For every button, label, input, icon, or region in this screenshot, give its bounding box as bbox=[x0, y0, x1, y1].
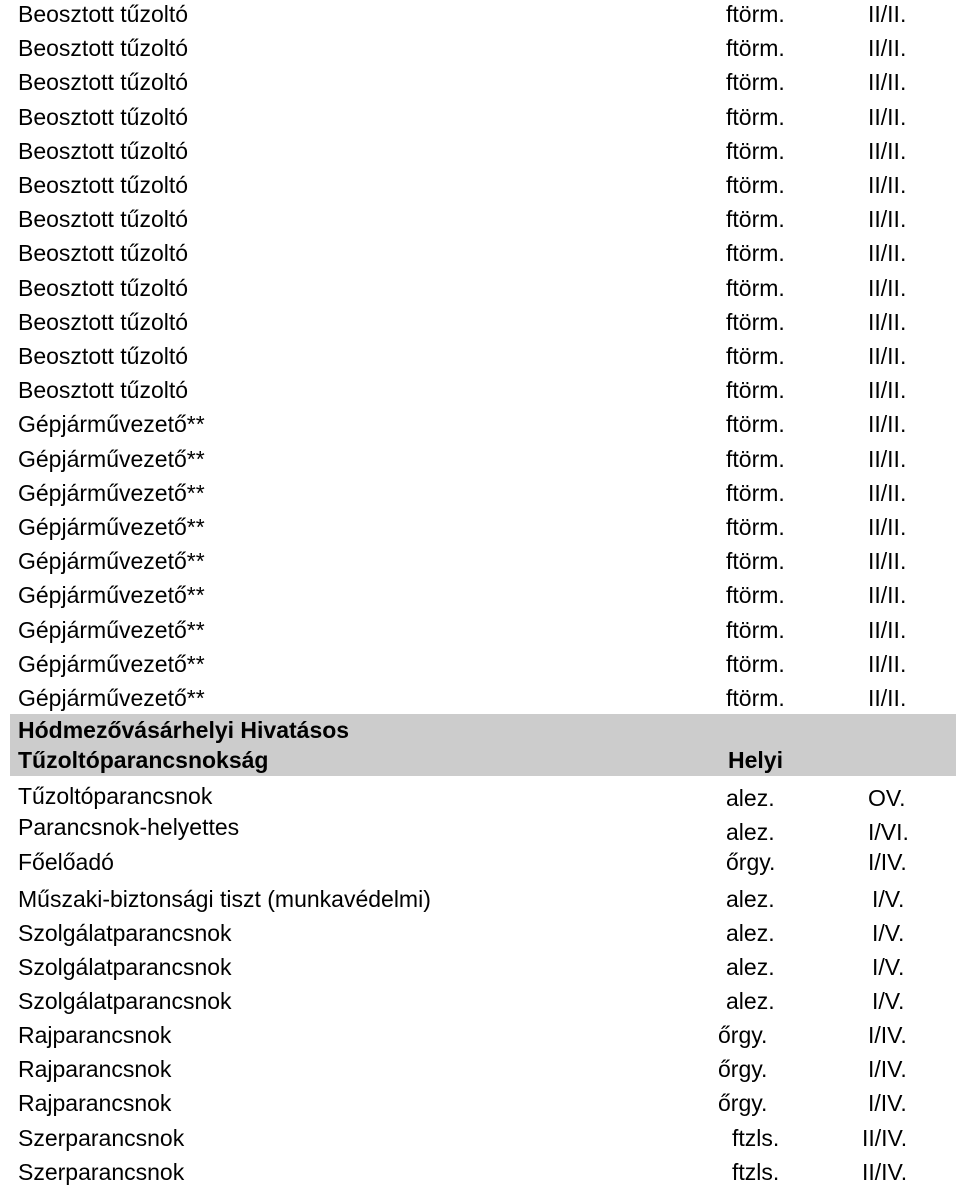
position-cell: Szolgálatparancsnok bbox=[18, 920, 232, 946]
table-row bbox=[0, 1018, 960, 1052]
grade-cell: II/II. bbox=[868, 514, 907, 540]
rank-cell: ftörm. bbox=[726, 514, 785, 540]
position-cell: Beosztott tűzoltó bbox=[18, 1, 189, 27]
position-cell: Gépjárművezető** bbox=[18, 411, 205, 437]
table-row bbox=[0, 134, 960, 168]
section-title-line2: Tűzoltóparancsnokság bbox=[18, 747, 269, 773]
grade-cell: II/II. bbox=[868, 582, 907, 608]
grade-cell: II/II. bbox=[868, 651, 907, 677]
grade-cell: II/II. bbox=[868, 446, 907, 472]
position-cell: Rajparancsnok bbox=[18, 1056, 172, 1082]
rank-cell: ftörm. bbox=[726, 377, 785, 403]
table-row bbox=[0, 578, 960, 612]
grade-cell: II/II. bbox=[868, 104, 907, 130]
table-row bbox=[0, 236, 960, 270]
table-row bbox=[0, 916, 960, 950]
grade-cell: I/IV. bbox=[868, 1022, 907, 1048]
position-cell: Beosztott tűzoltó bbox=[18, 240, 189, 266]
table-row bbox=[0, 373, 960, 407]
table-row bbox=[0, 476, 960, 510]
table-row bbox=[0, 168, 960, 202]
grade-cell: I/VI. bbox=[868, 819, 909, 845]
position-cell: Gépjárművezető** bbox=[18, 651, 205, 677]
position-cell: Rajparancsnok bbox=[18, 1090, 172, 1116]
rank-cell: ftörm. bbox=[726, 480, 785, 506]
section-title-line1: Hódmezővásárhelyi Hivatásos bbox=[18, 717, 350, 743]
grade-cell: II/II. bbox=[868, 138, 907, 164]
grade-cell: II/II. bbox=[868, 617, 907, 643]
rank-cell: alez. bbox=[726, 954, 775, 980]
table-row bbox=[0, 65, 960, 99]
rank-cell: ftörm. bbox=[726, 104, 785, 130]
rank-cell: őrgy. bbox=[718, 1056, 768, 1082]
grade-cell: II/II. bbox=[868, 69, 907, 95]
table-row bbox=[0, 1086, 960, 1120]
position-cell: Szerparancsnok bbox=[18, 1125, 185, 1151]
grade-cell: I/IV. bbox=[868, 1056, 907, 1082]
rank-cell: ftörm. bbox=[726, 548, 785, 574]
table-row bbox=[0, 882, 960, 916]
rank-cell: ftörm. bbox=[726, 1, 785, 27]
position-cell: Beosztott tűzoltó bbox=[18, 35, 189, 61]
rank-cell: ftörm. bbox=[726, 446, 785, 472]
table-row bbox=[0, 779, 960, 813]
table-row bbox=[0, 305, 960, 339]
position-cell: Gépjárművezető** bbox=[18, 582, 205, 608]
position-cell: Beosztott tűzoltó bbox=[18, 104, 189, 130]
position-cell: Rajparancsnok bbox=[18, 1022, 172, 1048]
grade-cell: II/IV. bbox=[862, 1159, 908, 1185]
table-row bbox=[0, 407, 960, 441]
position-cell: Gépjárművezető** bbox=[18, 617, 205, 643]
table-row bbox=[0, 544, 960, 578]
table-row bbox=[0, 613, 960, 647]
position-cell: Szolgálatparancsnok bbox=[18, 954, 232, 980]
table-row bbox=[0, 510, 960, 544]
section-column-label: Helyi bbox=[728, 747, 783, 773]
position-cell: Beosztott tűzoltó bbox=[18, 343, 189, 369]
rank-cell: őrgy. bbox=[718, 1022, 768, 1048]
table-row bbox=[0, 1052, 960, 1086]
table-row bbox=[0, 1155, 960, 1189]
rank-cell: ftörm. bbox=[726, 172, 785, 198]
position-cell: Beosztott tűzoltó bbox=[18, 69, 189, 95]
rank-cell: ftörm. bbox=[726, 617, 785, 643]
position-cell: Beosztott tűzoltó bbox=[18, 138, 189, 164]
rank-cell: ftörm. bbox=[726, 651, 785, 677]
position-cell: Gépjárművezető** bbox=[18, 480, 205, 506]
grade-cell: II/II. bbox=[868, 548, 907, 574]
position-cell: Gépjárművezető** bbox=[18, 514, 205, 540]
rank-cell: ftzls. bbox=[732, 1159, 780, 1185]
table-row bbox=[0, 271, 960, 305]
table-row bbox=[0, 100, 960, 134]
position-cell: Gépjárművezető** bbox=[18, 446, 205, 472]
position-cell: Parancsnok-helyettes bbox=[18, 814, 240, 840]
grade-cell: I/V. bbox=[872, 954, 905, 980]
table-row bbox=[0, 845, 960, 879]
rank-cell: alez. bbox=[726, 819, 775, 845]
grade-cell: II/II. bbox=[868, 206, 907, 232]
table-row bbox=[0, 810, 960, 844]
position-cell: Szolgálatparancsnok bbox=[18, 988, 232, 1014]
rank-cell: ftörm. bbox=[726, 138, 785, 164]
rank-cell: ftörm. bbox=[726, 240, 785, 266]
rank-cell: ftörm. bbox=[726, 309, 785, 335]
rank-cell: ftörm. bbox=[726, 411, 785, 437]
grade-cell: OV. bbox=[868, 785, 906, 811]
grade-cell: II/II. bbox=[868, 240, 907, 266]
rank-cell: ftörm. bbox=[726, 35, 785, 61]
table-row bbox=[0, 31, 960, 65]
grade-cell: II/II. bbox=[868, 480, 907, 506]
grade-cell: II/II. bbox=[868, 1, 907, 27]
table-row bbox=[0, 950, 960, 984]
rank-cell: alez. bbox=[726, 785, 775, 811]
table-row bbox=[0, 202, 960, 236]
position-cell: Főelőadó bbox=[18, 849, 114, 875]
table-row bbox=[0, 647, 960, 681]
position-cell: Gépjárművezető** bbox=[18, 685, 205, 711]
table-row bbox=[0, 984, 960, 1018]
rank-cell: ftörm. bbox=[726, 275, 785, 301]
grade-cell: II/II. bbox=[868, 377, 907, 403]
table-row bbox=[0, 339, 960, 373]
rank-cell: ftörm. bbox=[726, 343, 785, 369]
grade-cell: II/II. bbox=[868, 411, 907, 437]
table-row bbox=[0, 681, 960, 715]
rank-cell: ftörm. bbox=[726, 685, 785, 711]
position-cell: Gépjárművezető** bbox=[18, 548, 205, 574]
rank-cell: alez. bbox=[726, 988, 775, 1014]
rank-cell: alez. bbox=[726, 920, 775, 946]
grade-cell: II/II. bbox=[868, 275, 907, 301]
grade-cell: II/II. bbox=[868, 35, 907, 61]
position-cell: Szerparancsnok bbox=[18, 1159, 185, 1185]
position-cell: Beosztott tűzoltó bbox=[18, 275, 189, 301]
grade-cell: II/II. bbox=[868, 309, 907, 335]
grade-cell: II/II. bbox=[868, 172, 907, 198]
rank-cell: őrgy. bbox=[718, 1090, 768, 1116]
grade-cell: II/II. bbox=[868, 685, 907, 711]
table-row bbox=[0, 1121, 960, 1155]
rank-cell: ftörm. bbox=[726, 69, 785, 95]
grade-cell: II/IV. bbox=[862, 1125, 908, 1151]
table-row bbox=[0, 442, 960, 476]
grade-cell: I/IV. bbox=[868, 1090, 907, 1116]
position-cell: Beosztott tűzoltó bbox=[18, 309, 189, 335]
rank-cell: ftzls. bbox=[732, 1125, 780, 1151]
table-row bbox=[0, 0, 960, 31]
grade-cell: II/II. bbox=[868, 343, 907, 369]
rank-cell: ftörm. bbox=[726, 582, 785, 608]
section-header bbox=[10, 714, 956, 776]
grade-cell: I/V. bbox=[872, 920, 905, 946]
rank-cell: ftörm. bbox=[726, 206, 785, 232]
position-cell: Tűzoltóparancsnok bbox=[18, 783, 213, 809]
position-cell: Műszaki-biztonsági tiszt (munkavédelmi) bbox=[18, 886, 431, 912]
position-cell: Beosztott tűzoltó bbox=[18, 172, 189, 198]
grade-cell: I/IV. bbox=[868, 849, 907, 875]
rank-cell: őrgy. bbox=[726, 849, 776, 875]
grade-cell: I/V. bbox=[872, 886, 905, 912]
rank-cell: alez. bbox=[726, 886, 775, 912]
grade-cell: I/V. bbox=[872, 988, 905, 1014]
position-cell: Beosztott tűzoltó bbox=[18, 206, 189, 232]
position-cell: Beosztott tűzoltó bbox=[18, 377, 189, 403]
